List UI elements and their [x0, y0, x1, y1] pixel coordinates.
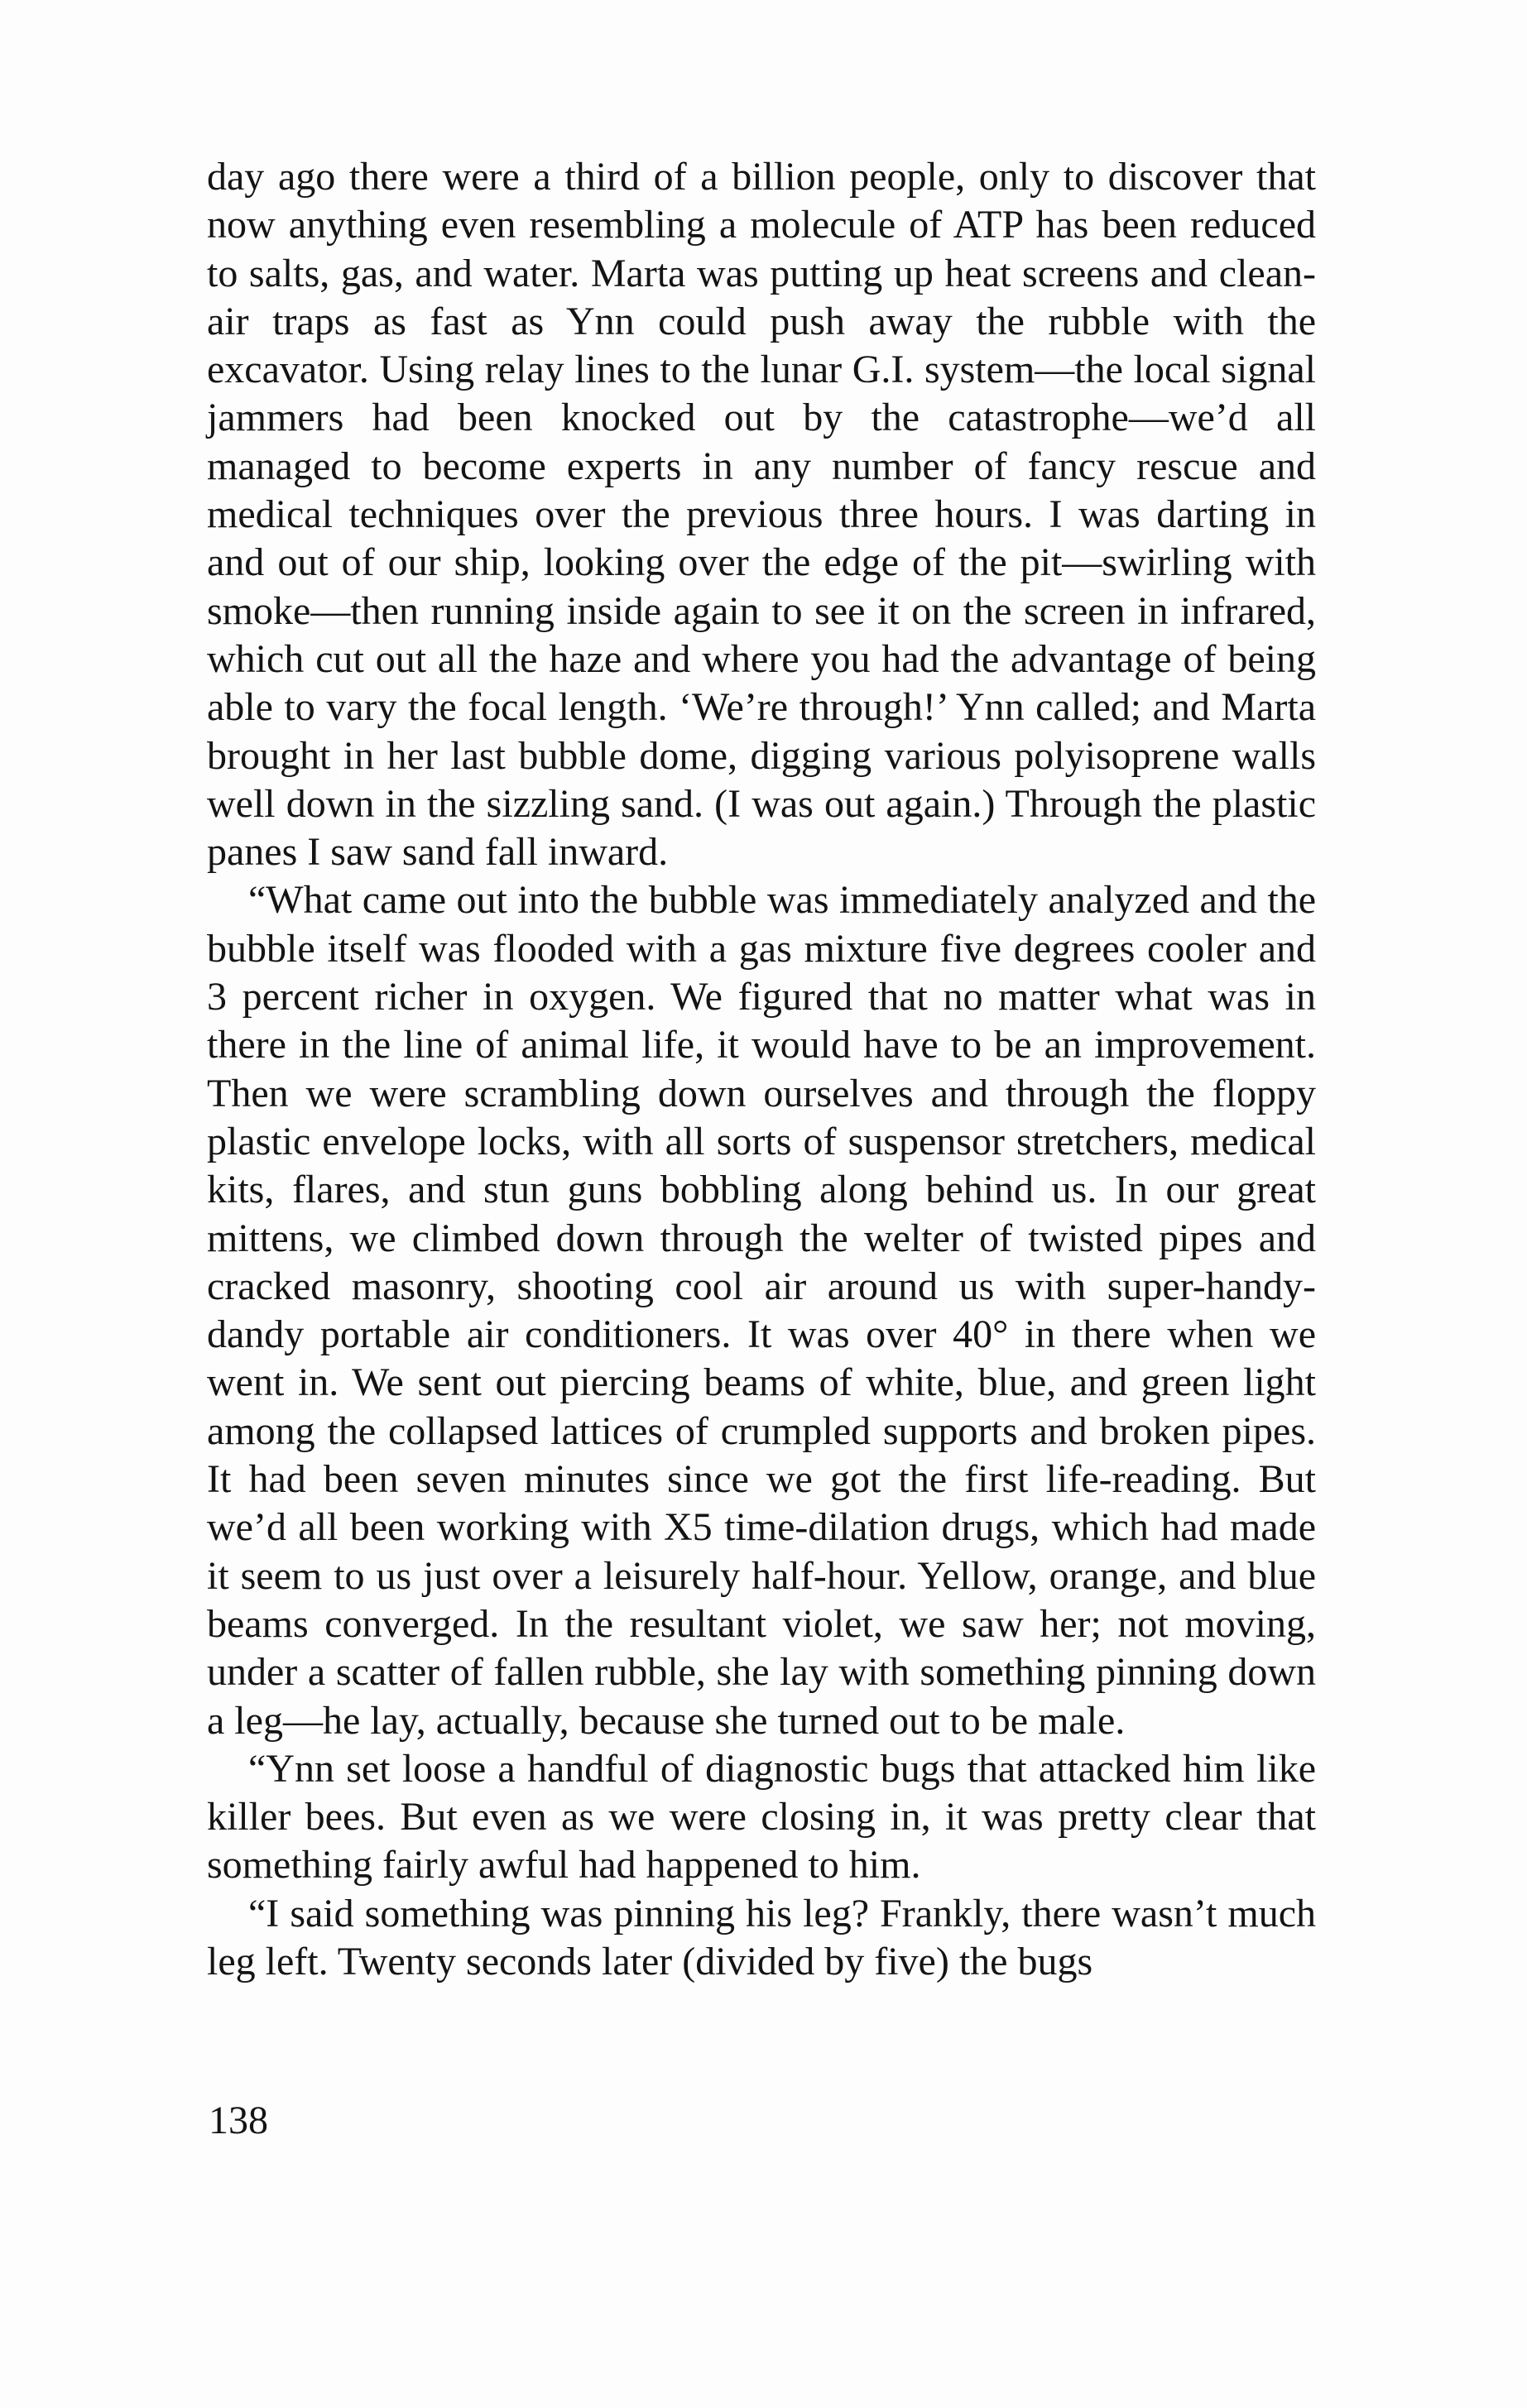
body-text	[207, 153, 1316, 1986]
page-number: 138	[209, 2099, 268, 2142]
paragraph-3: “Ynn set loose a handful of diagnostic bugs that attacked him like killer bees. But even as we were closing in, it was pretty clear that something fairly awful had happened to him.	[207, 1746, 1316, 1888]
paragraph-4: “I said something was pinning his leg? Frankly, there wasn’t much leg left. Twenty seconds later (divided by five) the bugs	[207, 1891, 1316, 1983]
paragraph-2: “What came out into the bubble was immediately analyzed and the bubble itself was flooded with a gas mixture five degrees cooler and 3 percent richer in oxygen. We figured that no matter what was in there in the line of animal life, it would have to be an improvement. Then we were scrambling down ourselves and through the floppy plastic envelope locks, with all sorts of suspensor stretchers, medical kits, flares, and stun guns bobbling along behind us. In our great mittens, we climbed down through the welter of twisted pipes and cracked masonry, shooting cool air around us with super-handy-dandy portable air conditioners. It was over 40° in there when we went in. We sent out piercing beams of white, blue, and green light among the collapsed lattices of crumpled supports and broken pipes. It had been seven minutes since we got the first life-reading. But we’d all been working with X5 time-dilation drugs, which had made it seem to us just over a leisurely half-hour. Yellow, orange, and blue beams converged. In the resultant violet, we saw her; not moving, under a scatter of fallen rubble, she lay with something pinning down a leg—he lay, actually, because she turned out to be male.	[207, 878, 1316, 1743]
paragraph-1: day ago there were a third of a billion people, only to discover that now anything even resembling a molecule of ATP has been reduced to salts, gas, and water. Marta was putting up heat screens and clean-air traps as fast as Ynn could push away the rubble with the excavator. Using relay lines to the lunar G.I. system—the local signal jammers had been knocked out by the catastrophe—we’d all managed to become experts in any number of fancy rescue and medical techniques over the previous three hours. I was darting in and out of our ship, looking over the edge of the pit—swirling with smoke—then running inside again to see it on the screen in infrared, which cut out all the haze and where you had the advantage of being able to vary the focal length. ‘We’re through!’ Ynn called; and Marta brought in her last bubble dome, digging various polyisoprene walls well down in the sizzling sand. (I was out again.) Through the plastic panes I saw sand fall inward.	[207, 155, 1316, 875]
